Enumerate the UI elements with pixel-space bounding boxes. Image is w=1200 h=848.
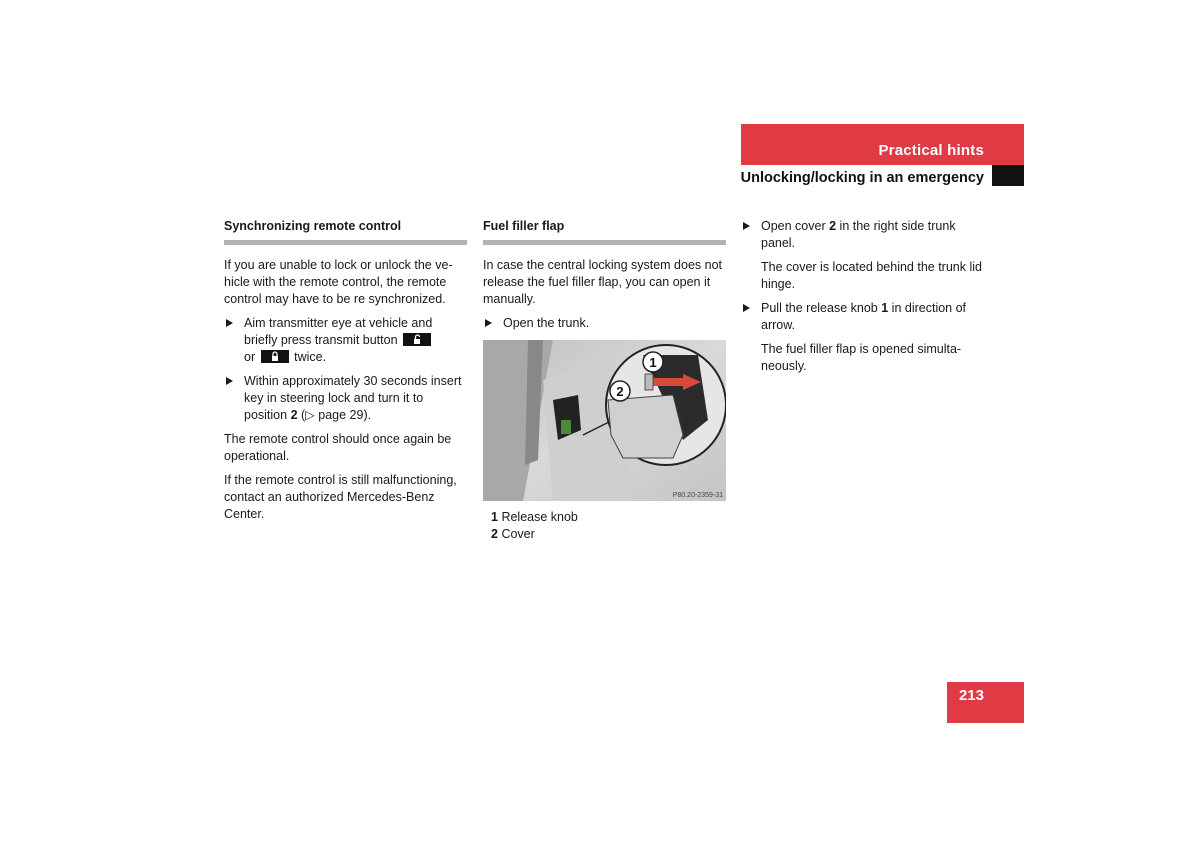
bullet-arrow-icon [226, 377, 233, 385]
callout-2-label: 2 [616, 384, 624, 399]
cover-location-note: The cover is located behind the trunk lid hinge. [761, 260, 982, 291]
page-number: 213 [958, 687, 984, 704]
bullet-arrow-icon [743, 304, 750, 312]
fuel-flap-intro: In case the central locking system does not release the fuel filler flap, you can open it manually. [483, 258, 723, 306]
column-fuel-flap-steps [741, 218, 991, 382]
bullet-arrow-icon [743, 222, 750, 230]
fuel-flap-step-1: Open the trunk. [483, 315, 726, 332]
fuel-flap-heading: Fuel filler flap [483, 218, 726, 245]
chapter-tab [992, 165, 1024, 186]
bullet-arrow-icon [485, 319, 492, 327]
column-fuel-flap [483, 218, 726, 543]
remote-sync-result: The remote control should once again be operational. [224, 432, 452, 463]
figure-legend [483, 509, 726, 543]
unlock-button-icon [403, 333, 431, 346]
remote-sync-malfunction: If the remote control is still malfunctioning, contact an authorized Mercedes-Benz Center. [224, 473, 457, 521]
legend-item: 2 Cover [491, 527, 535, 541]
remote-sync-step-2: Within approximately 30 seconds insert key in steering lock and turn it to position 2 (▷ page 29). [224, 373, 467, 424]
subsection-title: Unlocking/locking in an emergency [740, 170, 984, 186]
lock-button-icon [261, 350, 289, 363]
bullet-arrow-icon [226, 319, 233, 327]
section-title: Practical hints [878, 142, 984, 159]
section-header-band [741, 124, 1024, 165]
remote-sync-intro: If you are unable to lock or unlock the ve-hicle with the remote control, the remote control may have to be re synchronized. [224, 258, 453, 306]
legend-item: 1 Release knob [491, 510, 578, 524]
page-reference-link[interactable]: (▷ page 29). [301, 408, 372, 422]
fuel-flap-step-3: Pull the release knob 1 in direction of arrow. [741, 300, 991, 334]
figure-code: P80.20-2359-31 [672, 492, 723, 499]
remote-sync-step-1: Aim transmitter eye at vehicle and briefly press transmit button or twice. [224, 315, 467, 366]
callout-1-label: 1 [649, 355, 657, 370]
trunk-photo-figure [483, 340, 726, 501]
fuel-flap-step-2: Open cover 2 in the right side trunk panel. [741, 218, 991, 252]
column-remote-sync [224, 218, 467, 530]
flap-opened-note: The fuel filler flap is opened simulta-neously. [761, 342, 962, 373]
remote-sync-heading: Synchronizing remote control [224, 218, 467, 245]
page-number-box [947, 682, 1024, 723]
